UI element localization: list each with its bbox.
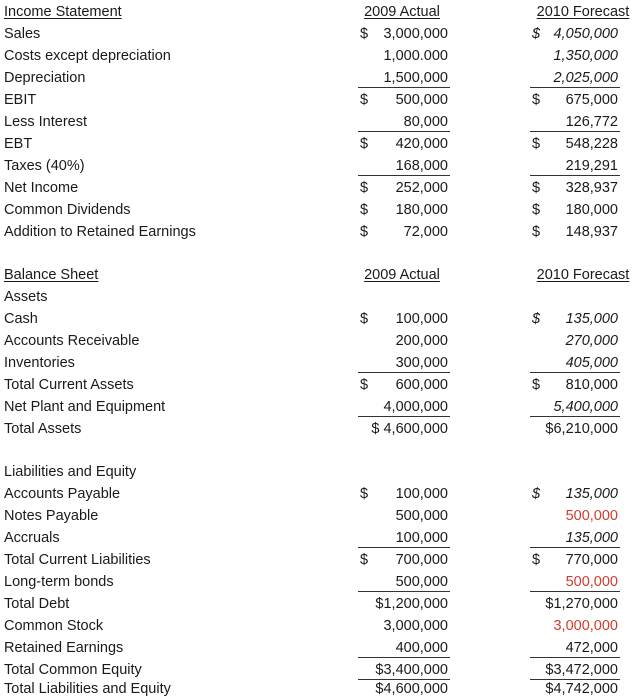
value: 600,000 [395, 377, 448, 393]
row-label: Less Interest [4, 114, 88, 130]
actual-2009-cell [358, 133, 450, 155]
actual-2009-cell [358, 45, 450, 67]
forecast-2010-cell-held-constant [530, 571, 620, 592]
liabilities-heading-row [0, 461, 638, 483]
income-col-2009-header: 2009 Actual [364, 4, 440, 20]
value: $4,742,000 [545, 681, 618, 697]
actual-2009-cell [358, 111, 450, 132]
forecast-2010-cell [530, 659, 620, 680]
forecast-2010-cell [530, 593, 620, 615]
forecast-2010-cell-held-constant [530, 505, 620, 527]
currency-symbol: $ [532, 136, 541, 152]
actual-2009-cell [358, 418, 450, 440]
value: 100,000 [395, 530, 448, 546]
currency-symbol: $ [360, 136, 369, 152]
row-label: Total Liabilities and Equity [4, 681, 171, 697]
value: 180,000 [565, 202, 618, 218]
row-label: Taxes (40%) [4, 158, 85, 174]
asset-row [0, 396, 638, 418]
row-label: Depreciation [4, 70, 86, 86]
actual-2009-cell [358, 505, 450, 527]
actual-2009-cell [358, 396, 450, 417]
currency-symbol: $ [360, 180, 369, 196]
row-label: Costs except depreciation [4, 48, 171, 64]
income-row [0, 155, 638, 177]
assets-heading-row [0, 286, 638, 308]
currency-symbol: $ [532, 92, 541, 108]
value: 500,000 [395, 92, 448, 108]
actual-2009-cell [358, 527, 450, 548]
income-col-2010-header: 2010 Forecast [536, 4, 630, 20]
actual-2009-cell [358, 615, 450, 637]
income-row [0, 111, 638, 133]
value: 3,000,000 [383, 618, 448, 634]
value: 270,000 [565, 333, 618, 349]
row-label: Accounts Payable [4, 486, 121, 502]
value: 400,000 [395, 640, 448, 656]
actual-2009-cell [358, 308, 450, 330]
row-label: Total Current Assets [4, 377, 134, 393]
liability-row [0, 549, 638, 571]
row-label: Common Dividends [4, 202, 131, 218]
currency-symbol: $ [532, 224, 541, 240]
forecast-2010-cell [530, 483, 620, 505]
row-label: Net Plant and Equipment [4, 399, 166, 415]
value: 675,000 [565, 92, 618, 108]
currency-symbol: $ [360, 552, 369, 568]
value: 1,500,000 [383, 70, 448, 86]
currency-symbol: $ [360, 486, 369, 502]
value: 300,000 [395, 355, 448, 371]
currency-symbol: $ [532, 486, 541, 502]
balance-col-2010-header: 2010 Forecast [536, 267, 630, 283]
asset-row [0, 352, 638, 374]
value: 500,000 [565, 508, 618, 524]
forecast-2010-cell [530, 133, 620, 155]
asset-row [0, 418, 638, 440]
forecast-2010-cell [530, 67, 620, 88]
forecast-2010-cell-held-constant [530, 615, 620, 637]
income-statement-title: Income Statement [4, 4, 122, 20]
value: 148,937 [565, 224, 618, 240]
value: $ 4,600,000 [371, 421, 448, 437]
liability-row [0, 637, 638, 659]
actual-2009-cell [358, 571, 450, 592]
currency-symbol: $ [360, 202, 369, 218]
forecast-2010-cell [530, 308, 620, 330]
row-label: Inventories [4, 355, 75, 371]
balance-header-row [0, 264, 638, 286]
liability-row [0, 527, 638, 549]
value: $3,400,000 [375, 662, 448, 678]
forecast-2010-cell [530, 418, 620, 440]
forecast-2010-cell [530, 527, 620, 548]
value: 2,025,000 [553, 70, 618, 86]
currency-symbol: $ [360, 26, 369, 42]
actual-2009-cell [358, 155, 450, 176]
value: 168,000 [395, 158, 448, 174]
forecast-2010-cell [530, 177, 620, 199]
value: 100,000 [395, 311, 448, 327]
actual-2009-cell [358, 177, 450, 199]
value: $1,270,000 [545, 596, 618, 612]
income-row [0, 23, 638, 45]
liability-row [0, 571, 638, 593]
forecast-2010-cell [530, 396, 620, 417]
value: 180,000 [395, 202, 448, 218]
currency-symbol: $ [360, 311, 369, 327]
forecast-2010-cell [530, 23, 620, 45]
forecast-2010-cell [530, 549, 620, 571]
balance-sheet-title: Balance Sheet [4, 267, 99, 283]
income-row [0, 133, 638, 155]
value: 810,000 [565, 377, 618, 393]
value: 252,000 [395, 180, 448, 196]
row-label: Sales [4, 26, 41, 42]
actual-2009-cell [358, 199, 450, 221]
row-label: Long-term bonds [4, 574, 114, 590]
row-label: Retained Earnings [4, 640, 124, 656]
currency-symbol: $ [532, 26, 541, 42]
row-label: Total Debt [4, 596, 70, 612]
forecast-2010-cell [530, 352, 620, 373]
forecast-2010-cell [530, 111, 620, 132]
value: 5,400,000 [553, 399, 618, 415]
value: 700,000 [395, 552, 448, 568]
forecast-2010-cell [530, 221, 620, 243]
actual-2009-cell [358, 352, 450, 373]
value: 4,000,000 [383, 399, 448, 415]
assets-heading: Assets [4, 289, 48, 305]
value: 1,350,000 [553, 48, 618, 64]
value: 420,000 [395, 136, 448, 152]
income-row [0, 177, 638, 199]
value: 472,000 [565, 640, 618, 656]
currency-symbol: $ [532, 552, 541, 568]
value: 405,000 [565, 355, 618, 371]
income-row [0, 221, 638, 243]
value: 100,000 [395, 486, 448, 502]
liability-row [0, 593, 638, 615]
value: 500,000 [395, 508, 448, 524]
value: 548,228 [565, 136, 618, 152]
row-label: Total Current Liabilities [4, 552, 151, 568]
actual-2009-cell [358, 67, 450, 88]
value: 135,000 [565, 486, 618, 502]
row-label: Notes Payable [4, 508, 99, 524]
row-label: Total Assets [4, 421, 82, 437]
actual-2009-cell [358, 637, 450, 658]
currency-symbol: $ [360, 377, 369, 393]
actual-2009-cell [358, 23, 450, 45]
actual-2009-cell [358, 374, 450, 396]
row-label: Total Common Equity [4, 662, 142, 678]
forecast-2010-cell [530, 199, 620, 221]
value: 135,000 [565, 530, 618, 546]
value: 3,000,000 [383, 26, 448, 42]
value: 1,000.000 [383, 48, 448, 64]
currency-symbol: $ [532, 311, 541, 327]
value: $1,200,000 [375, 596, 448, 612]
value: 219,291 [565, 158, 618, 174]
actual-2009-cell [358, 549, 450, 571]
forecast-2010-cell [530, 374, 620, 396]
liabilities-heading: Liabilities and Equity [4, 464, 137, 480]
row-label: Net Income [4, 180, 79, 196]
row-label: EBT [4, 136, 33, 152]
income-row [0, 199, 638, 221]
row-label: Common Stock [4, 618, 104, 634]
value: 770,000 [565, 552, 618, 568]
balance-col-2009-header: 2009 Actual [364, 267, 440, 283]
actual-2009-cell [358, 483, 450, 505]
forecast-2010-cell [530, 89, 620, 111]
liability-row [0, 678, 638, 700]
row-label: Cash [4, 311, 38, 327]
forecast-2010-cell [530, 678, 620, 700]
currency-symbol: $ [532, 180, 541, 196]
currency-symbol: $ [532, 377, 541, 393]
value: 4,050,000 [553, 26, 618, 42]
row-label: Addition to Retained Earnings [4, 224, 196, 240]
value: 126,772 [565, 114, 618, 130]
income-row [0, 89, 638, 111]
actual-2009-cell [358, 659, 450, 680]
value: 200,000 [395, 333, 448, 349]
currency-symbol: $ [360, 224, 369, 240]
actual-2009-cell [358, 330, 450, 352]
value: 500,000 [565, 574, 618, 590]
liability-row [0, 505, 638, 527]
value: 135,000 [565, 311, 618, 327]
value: 72,000 [403, 224, 448, 240]
value: $4,600,000 [375, 681, 448, 697]
income-row [0, 67, 638, 89]
currency-symbol: $ [360, 92, 369, 108]
value: $6,210,000 [545, 421, 618, 437]
currency-symbol: $ [532, 202, 541, 218]
row-label: EBIT [4, 92, 37, 108]
actual-2009-cell [358, 593, 450, 615]
actual-2009-cell [358, 89, 450, 111]
liability-row [0, 483, 638, 505]
actual-2009-cell [358, 221, 450, 243]
value: 328,937 [565, 180, 618, 196]
forecast-2010-cell [530, 155, 620, 176]
actual-2009-cell [358, 678, 450, 700]
forecast-2010-cell [530, 330, 620, 352]
liability-row [0, 615, 638, 637]
asset-row [0, 374, 638, 396]
asset-row [0, 308, 638, 330]
asset-row [0, 330, 638, 352]
value: 500,000 [395, 574, 448, 590]
forecast-2010-cell [530, 45, 620, 67]
income-row [0, 45, 638, 67]
forecast-2010-cell [530, 637, 620, 658]
row-label: Accounts Receivable [4, 333, 140, 349]
row-label: Accruals [4, 530, 60, 546]
value: $3,472,000 [545, 662, 618, 678]
income-header-row [0, 1, 638, 23]
value: 80,000 [403, 114, 448, 130]
value: 3,000,000 [553, 618, 618, 634]
